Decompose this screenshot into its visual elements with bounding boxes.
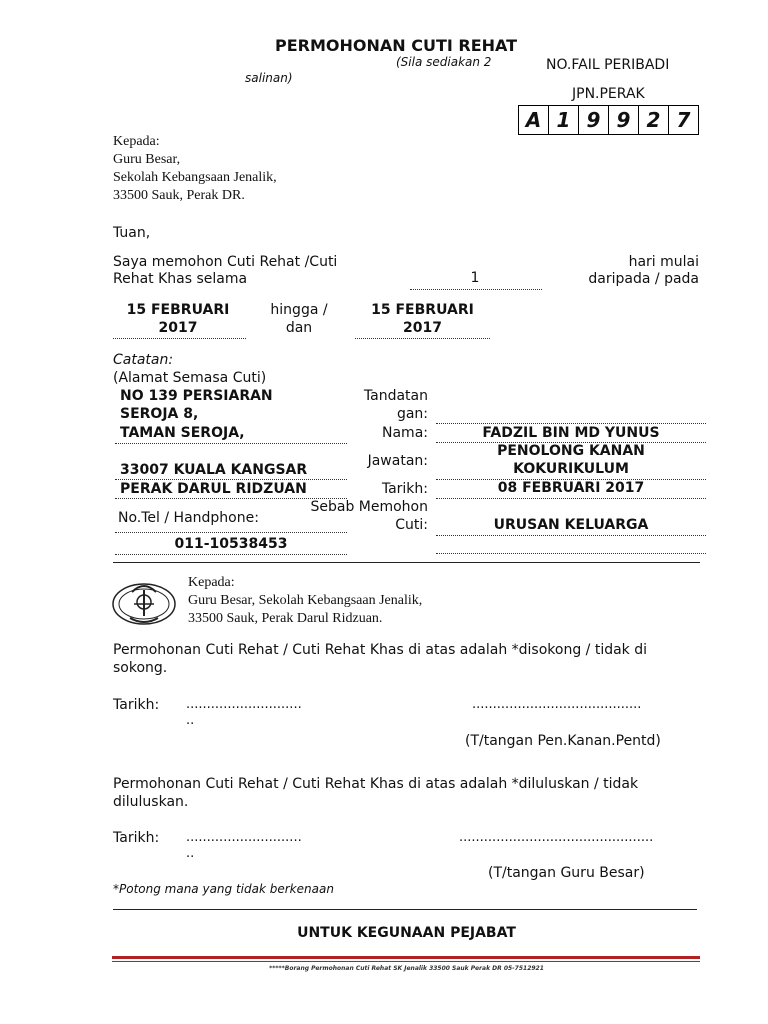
end-date-line2: 2017 — [403, 320, 442, 336]
until-label-line1: hingga / — [270, 302, 328, 318]
address-line: 33007 KUALA KANGSAR — [120, 462, 308, 478]
phone-value: 011-10538453 — [174, 536, 288, 552]
reason-label-line1: Sebab Memohon — [310, 499, 428, 515]
phone-underline — [115, 554, 347, 555]
start-date-line — [113, 338, 246, 339]
reason-line — [436, 535, 706, 536]
school-logo-icon — [110, 578, 178, 628]
salutation: Tuan, — [113, 225, 151, 241]
support-date-label: Tarikh: — [113, 697, 160, 713]
reason-line-2 — [436, 553, 706, 554]
recipient-line: Kepada: — [113, 134, 160, 149]
approval-statement: Permohonan Cuti Rehat / Cuti Rehat Khas di atas adalah *diluluskan / tidak diluluskan. — [113, 776, 639, 810]
days-suffix-line2: daripada / pada — [588, 271, 699, 287]
copies-note-line2: salinan) — [245, 71, 293, 85]
office-use-title: UNTUK KEGUNAAN PEJABAT — [297, 925, 516, 941]
footnote: *Potong mana yang tidak berkenaan — [113, 882, 334, 896]
approval-date-dots-tail: .. — [186, 846, 195, 861]
section2-recipient-line: 33500 Sauk, Perak Darul Ridzuan. — [188, 611, 383, 626]
signature-label-line2: gan: — [396, 406, 428, 422]
file-department: JPN.PERAK — [572, 86, 645, 102]
support-statement: Permohonan Cuti Rehat / Cuti Rehat Khas di atas adalah *disokong / tidak di sokong. — [113, 642, 648, 676]
date-value: 08 FEBRUARI 2017 — [497, 480, 645, 496]
support-sign-dots: ......................................... — [472, 697, 642, 712]
section-divider — [113, 562, 700, 563]
support-sign-label: (T/tangan Pen.Kanan.Pentd) — [465, 733, 661, 749]
date-label: Tarikh: — [381, 481, 428, 497]
intro-line2: Rehat Khas selama — [113, 271, 248, 287]
approval-date-dots: ............................ — [186, 830, 302, 845]
signature-line — [436, 423, 706, 424]
file-number-boxes — [518, 105, 699, 135]
address-line: NO 139 PERSIARAN — [120, 388, 273, 404]
recipient-line: Sekolah Kebangsaan Jenalik, — [113, 170, 277, 185]
leave-days-line — [410, 289, 542, 290]
file-digit: 1 — [549, 106, 579, 134]
support-date-dots-tail: .. — [186, 713, 195, 728]
address-line: SEROJA 8, — [120, 406, 199, 422]
file-digit: 2 — [639, 106, 669, 134]
address-underline — [115, 443, 347, 444]
footer-rule-bottom — [112, 961, 700, 962]
address-label: (Alamat Semasa Cuti) — [113, 370, 267, 386]
leave-days-value: 1 — [470, 270, 480, 286]
file-digit: 9 — [579, 106, 609, 134]
recipient-line: 33500 Sauk, Perak DR. — [113, 188, 245, 203]
position-label: Jawatan: — [367, 453, 428, 469]
date-line — [436, 498, 706, 499]
file-digit: A — [519, 106, 549, 134]
position-value-line2: KOKURIKULUM — [513, 461, 629, 477]
name-label: Nama: — [382, 425, 428, 441]
file-number-label: NO.FAIL PERIBADI — [546, 57, 670, 73]
reason-value: URUSAN KELUARGA — [493, 517, 649, 533]
file-digit: 9 — [609, 106, 639, 134]
address-underline — [115, 479, 347, 480]
section2-recipient-line: Guru Besar, Sekolah Kebangsaan Jenalik, — [188, 593, 423, 608]
support-date-dots: ............................ — [186, 697, 302, 712]
approval-sign-label: (T/tangan Guru Besar) — [488, 865, 645, 881]
intro-line1: Saya memohon Cuti Rehat /Cuti — [113, 254, 338, 270]
end-date-line — [355, 338, 490, 339]
end-date-line1: 15 FEBRUARI — [371, 302, 474, 318]
footer-rule-top — [112, 956, 700, 959]
signature-label-line1: Tandatan — [363, 388, 428, 404]
file-digit: 7 — [676, 108, 691, 132]
notes-label: Catatan: — [113, 352, 174, 368]
section2-recipient-line: Kepada: — [188, 575, 235, 590]
copies-note-line1: (Sila sediakan 2 — [396, 55, 492, 69]
days-suffix-line1: hari mulai — [628, 254, 699, 270]
until-label-line2: dan — [285, 320, 313, 336]
start-date-line2: 2017 — [158, 320, 198, 336]
reason-label-line2: Cuti: — [395, 517, 428, 533]
approval-date-label: Tarikh: — [113, 830, 160, 846]
start-date-line1: 15 FEBRUARI — [126, 302, 230, 318]
footer-text: *****Borang Permohonan Cuti Rehat SK Jenalik 33500 Sauk Perak DR 05-7512921 — [269, 965, 544, 972]
address-line: PERAK DARUL RIDZUAN — [120, 481, 307, 497]
recipient-line: Guru Besar, — [113, 152, 181, 167]
position-value-line1: PENOLONG KANAN — [497, 443, 645, 459]
approval-sign-dots: ............................................... — [459, 830, 654, 845]
address-line: TAMAN SEROJA, — [120, 425, 245, 441]
office-divider — [113, 909, 697, 910]
name-value: FADZIL BIN MD YUNUS — [482, 425, 660, 441]
form-title: PERMOHONAN CUTI REHAT — [275, 36, 518, 55]
phone-label: No.Tel / Handphone: — [118, 510, 259, 526]
